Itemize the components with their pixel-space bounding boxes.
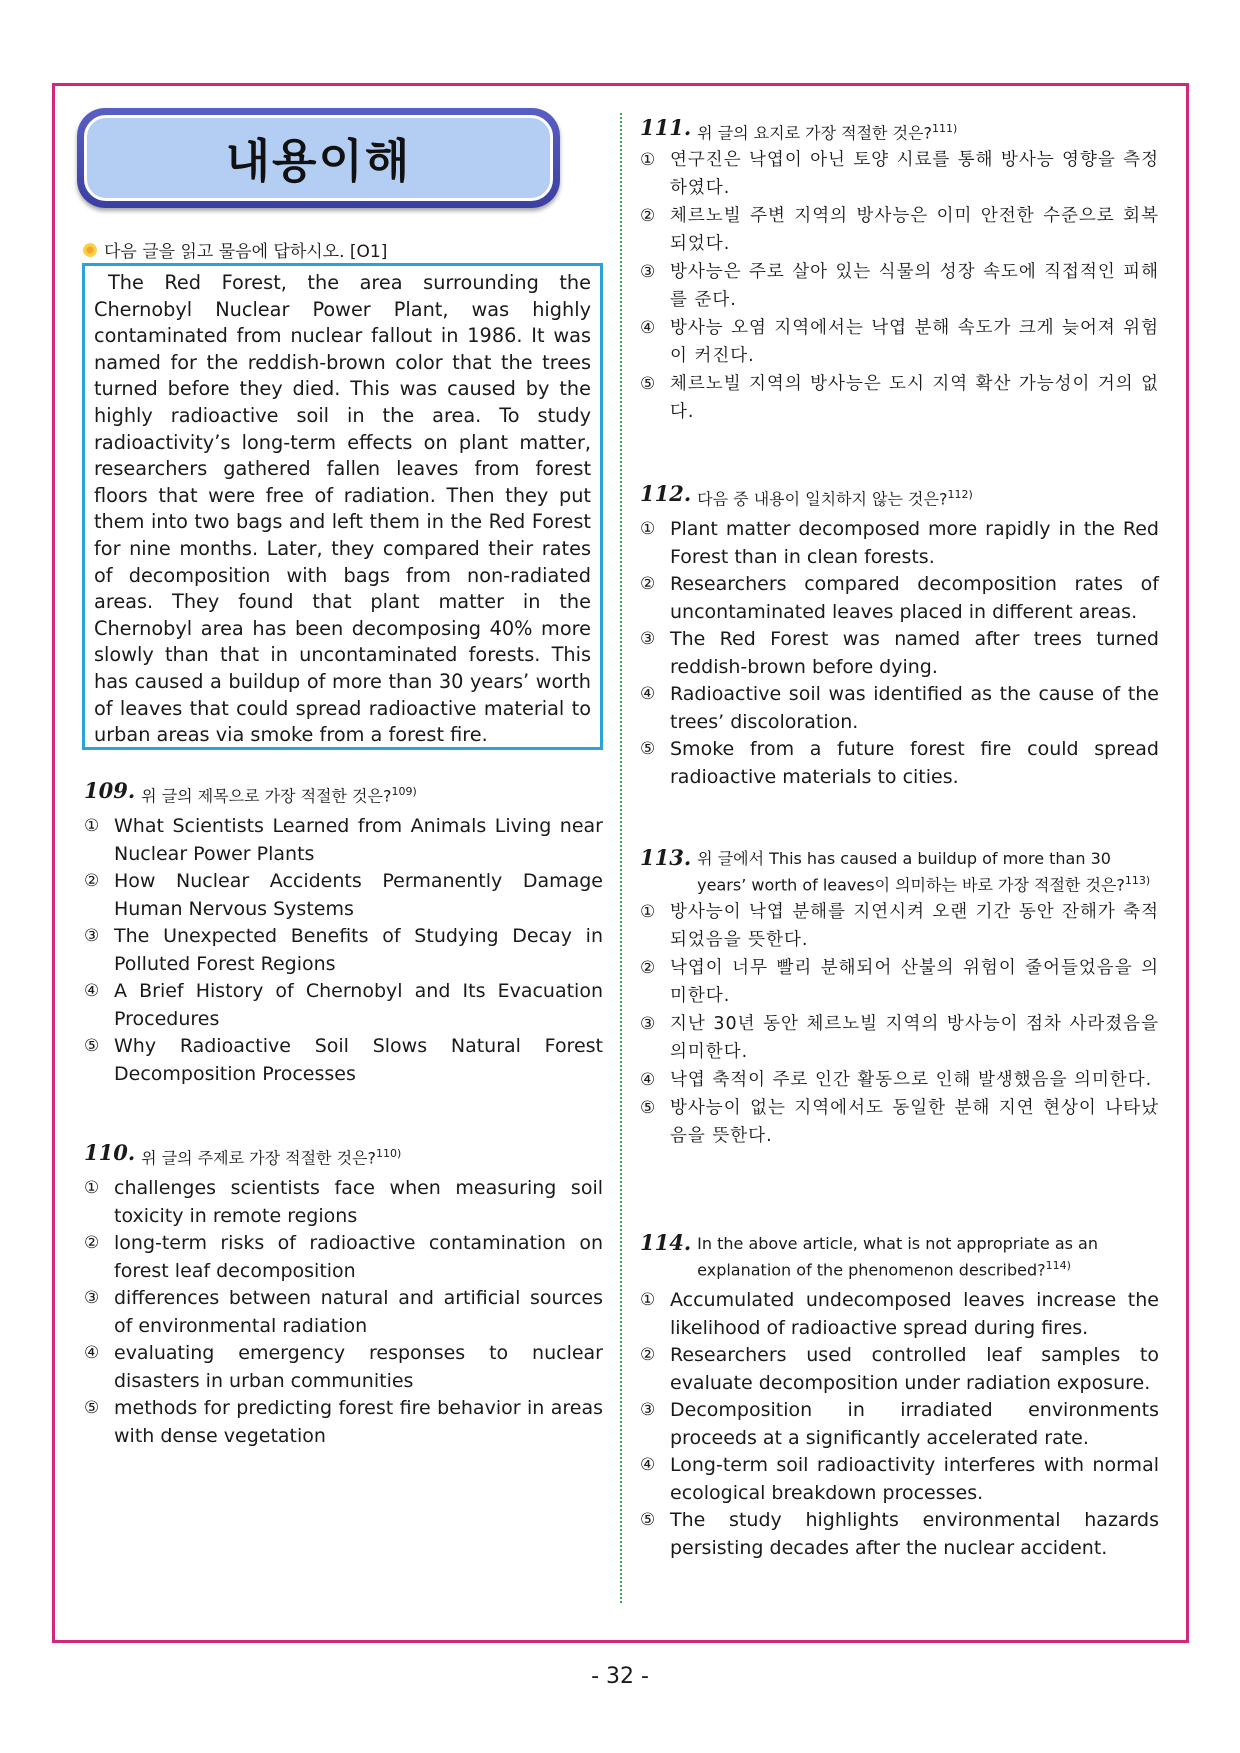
passage-text: The Red Forest, the area surrounding the Chernobyl Nuclear Power Plant, was highly contaminated from nuclear fallout in 1986. It was named for the reddish-brown color that the trees turned before they died. This was caused by the highly radioactive soil in the area. To study radioactivity’s long-term effects on plant matter, researchers gathered fallen leaves from forest floors that were free of radiation. Then they put them into two bags and left them in the Red Forest for nine months. Later, they compared their rates of decomposition with bags from non-radiated areas. They found that plant matter in the Chernobyl area has been decomposing 40% more slowly than that in uncontaminated forests. This has caused a buildup of more than 30 years’ worth of leaves that could spread radioactive material to urban areas via smoke from a forest fire. bbox=[94, 271, 591, 747]
option-marker: ③ bbox=[640, 262, 657, 283]
question-number: 109. bbox=[84, 778, 136, 803]
section-title: 내용이해 bbox=[225, 134, 412, 188]
footnote-ref: 109) bbox=[391, 785, 417, 798]
question-114 bbox=[640, 1230, 1159, 1562]
option-marker: ⑤ bbox=[640, 1098, 657, 1119]
question-109 bbox=[84, 778, 603, 1088]
option-text: evaluating emergency responses to nuclear disasters in urban communities bbox=[114, 1342, 603, 1392]
option[interactable] bbox=[84, 868, 603, 923]
option[interactable] bbox=[640, 1397, 1159, 1452]
option-text: The Unexpected Benefits of Studying Decay in Polluted Forest Regions bbox=[114, 925, 603, 975]
option[interactable] bbox=[640, 571, 1159, 626]
footnote-ref: 111) bbox=[932, 122, 958, 135]
option-marker: ④ bbox=[84, 1343, 100, 1364]
option[interactable] bbox=[640, 314, 1159, 370]
question-number: 113. bbox=[640, 845, 692, 870]
option-text: What Scientists Learned from Animals Living near Nuclear Power Plants bbox=[114, 815, 603, 865]
option-marker: ② bbox=[84, 1233, 100, 1254]
option-text: 방사능은 주로 살아 있는 식물의 성장 속도에 직접적인 피해를 준다. bbox=[670, 262, 1159, 311]
option[interactable] bbox=[640, 258, 1159, 314]
option[interactable] bbox=[640, 516, 1159, 571]
section-title-banner bbox=[77, 108, 560, 208]
option-text: 낙엽이 너무 빨리 분해되어 산불의 위험이 줄어들었음을 의미한다. bbox=[670, 958, 1159, 1007]
question-number: 114. bbox=[640, 1230, 692, 1255]
option-text: 낙엽 축적이 주로 인간 활동으로 인해 발생했음을 의미한다. bbox=[670, 1070, 1153, 1091]
option-text: Long-term soil radioactivity interferes with normal ecological breakdown processes. bbox=[670, 1454, 1159, 1504]
option[interactable] bbox=[640, 1094, 1159, 1150]
question-prompt: 위 글의 제목으로 가장 적절한 것은? bbox=[141, 786, 392, 806]
question-number: 111. bbox=[640, 115, 692, 140]
question-prompt: In the above article, what is not appropriate as an explanation of the phenomenon described? bbox=[697, 1234, 1098, 1280]
question-prompt: 위 글의 요지로 가장 적절한 것은? bbox=[697, 123, 933, 143]
question-110 bbox=[84, 1140, 603, 1450]
option[interactable] bbox=[84, 1395, 603, 1450]
option-text: 연구진은 낙엽이 아닌 토양 시료를 통해 방사능 영향을 측정하였다. bbox=[670, 150, 1159, 199]
option-marker: ③ bbox=[640, 1014, 657, 1035]
option-marker: ③ bbox=[84, 1288, 100, 1309]
column-divider bbox=[620, 113, 622, 1603]
option[interactable] bbox=[640, 1452, 1159, 1507]
option-text: The Red Forest was named after trees turned reddish-brown before dying. bbox=[670, 628, 1159, 678]
option-text: differences between natural and artificial sources of environmental radiation bbox=[114, 1287, 603, 1337]
option[interactable] bbox=[640, 626, 1159, 681]
option-text: Researchers compared decomposition rates of uncontaminated leaves placed in different areas. bbox=[670, 573, 1159, 623]
option-marker: ④ bbox=[640, 318, 657, 339]
question-prompt: 다음 중 내용이 일치하지 않는 것은? bbox=[697, 489, 948, 509]
option[interactable] bbox=[640, 681, 1159, 736]
option-text: How Nuclear Accidents Permanently Damage Human Nervous Systems bbox=[114, 870, 603, 920]
page-number: - 32 - bbox=[591, 1664, 649, 1689]
option[interactable] bbox=[640, 1507, 1159, 1562]
option[interactable] bbox=[84, 1340, 603, 1395]
question-prompt: 위 글의 주제로 가장 적절한 것은? bbox=[141, 1148, 377, 1168]
option-text: Decomposition in irradiated environments proceeds at a significantly accelerated rate. bbox=[670, 1399, 1159, 1449]
option-text: Plant matter decomposed more rapidly in the Red Forest than in clean forests. bbox=[670, 518, 1159, 568]
option[interactable] bbox=[84, 923, 603, 978]
option-marker: ① bbox=[640, 902, 657, 923]
option-marker: ② bbox=[84, 871, 100, 892]
option[interactable] bbox=[84, 1033, 603, 1088]
option-marker: ⑤ bbox=[640, 739, 656, 760]
option-text: 방사능이 없는 지역에서도 동일한 분해 지연 현상이 나타났음을 뜻한다. bbox=[670, 1098, 1159, 1147]
option[interactable] bbox=[640, 370, 1159, 426]
question-number: 110. bbox=[84, 1140, 136, 1165]
option-text: 방사능이 낙엽 분해를 지연시켜 오랜 기간 동안 잔해가 축적되었음을 뜻한다. bbox=[670, 902, 1159, 951]
footnote-ref: 114) bbox=[1045, 1259, 1071, 1272]
option[interactable] bbox=[84, 1175, 603, 1230]
option-marker: ③ bbox=[84, 926, 100, 947]
option-text: Radioactive soil was identified as the cause of the trees’ discoloration. bbox=[670, 683, 1159, 733]
option-marker: ② bbox=[640, 206, 657, 227]
footnote-ref: 113) bbox=[1124, 874, 1151, 887]
option[interactable] bbox=[640, 1287, 1159, 1342]
option-text: Why Radioactive Soil Slows Natural Forest Decomposition Processes bbox=[114, 1035, 603, 1085]
footnote-ref: 110) bbox=[376, 1147, 402, 1160]
option[interactable] bbox=[640, 898, 1159, 954]
option-marker: ① bbox=[640, 519, 656, 540]
option-text: 체르노빌 지역의 방사능은 도시 지역 확산 가능성이 거의 없다. bbox=[670, 374, 1159, 423]
reading-passage bbox=[82, 263, 603, 750]
option-marker: ④ bbox=[640, 684, 656, 705]
option-marker: ⑤ bbox=[84, 1036, 100, 1057]
option[interactable] bbox=[640, 1010, 1159, 1066]
option-text: 방사능 오염 지역에서는 낙엽 분해 속도가 크게 늦어져 위험이 커진다. bbox=[670, 318, 1159, 367]
option-text: The study highlights environmental hazards persisting decades after the nuclear accident. bbox=[670, 1509, 1159, 1559]
option-text: long-term risks of radioactive contamination on forest leaf decomposition bbox=[114, 1232, 603, 1282]
option-text: 지난 30년 동안 체르노빌 지역의 방사능이 점차 사라졌음을 의미한다. bbox=[670, 1014, 1159, 1063]
option-marker: ③ bbox=[640, 1400, 656, 1421]
option-marker: ⑤ bbox=[640, 374, 657, 395]
option-marker: ① bbox=[84, 816, 100, 837]
section-title-inner bbox=[84, 115, 553, 201]
question-111 bbox=[640, 115, 1159, 426]
option[interactable] bbox=[84, 813, 603, 868]
option[interactable] bbox=[640, 954, 1159, 1010]
option-marker: ⑤ bbox=[640, 1510, 656, 1531]
question-112 bbox=[640, 481, 1159, 791]
option-text: challenges scientists face when measuring soil toxicity in remote regions bbox=[114, 1177, 603, 1227]
option-text: A Brief History of Chernobyl and Its Evacuation Procedures bbox=[114, 980, 603, 1030]
option-marker: ① bbox=[640, 1290, 656, 1311]
option-marker: ④ bbox=[84, 981, 100, 1002]
flower-icon bbox=[82, 242, 98, 258]
option[interactable] bbox=[640, 202, 1159, 258]
question-113 bbox=[640, 845, 1159, 1150]
question-number: 112. bbox=[640, 481, 692, 506]
option-marker: ③ bbox=[640, 629, 656, 650]
option[interactable] bbox=[640, 1342, 1159, 1397]
option[interactable] bbox=[84, 978, 603, 1033]
option-marker: ④ bbox=[640, 1455, 656, 1476]
option-text: methods for predicting forest fire behavior in areas with dense vegetation bbox=[114, 1397, 603, 1447]
option-marker: ① bbox=[640, 150, 657, 171]
option[interactable] bbox=[84, 1285, 603, 1340]
option-text: Smoke from a future forest fire could spread radioactive materials to cities. bbox=[670, 738, 1159, 788]
footnote-ref: 112) bbox=[947, 488, 973, 501]
option-marker: ② bbox=[640, 958, 657, 979]
option-marker: ② bbox=[640, 574, 656, 595]
option-marker: ② bbox=[640, 1345, 656, 1366]
option-marker: ④ bbox=[640, 1070, 657, 1091]
option[interactable] bbox=[84, 1230, 603, 1285]
option-text: 체르노빌 주변 지역의 방사능은 이미 안전한 수준으로 회복되었다. bbox=[670, 206, 1159, 255]
option[interactable] bbox=[640, 736, 1159, 791]
option-text: Researchers used controlled leaf samples to evaluate decomposition under radiation exposure. bbox=[670, 1344, 1159, 1394]
option-marker: ⑤ bbox=[84, 1398, 100, 1419]
option-text: Accumulated undecomposed leaves increase the likelihood of radioactive spread during fires. bbox=[670, 1289, 1159, 1339]
option[interactable] bbox=[640, 1066, 1159, 1094]
instruction-text: 다음 글을 읽고 물음에 답하시오. [O1] bbox=[104, 242, 388, 262]
option[interactable] bbox=[640, 146, 1159, 202]
instruction bbox=[82, 237, 387, 262]
question-prompt: 위 글에서 This has caused a buildup of more than 30 years’ worth of leaves이 의미하는 바로 가장 적절한 것은? bbox=[697, 849, 1125, 895]
option-marker: ① bbox=[84, 1178, 100, 1199]
